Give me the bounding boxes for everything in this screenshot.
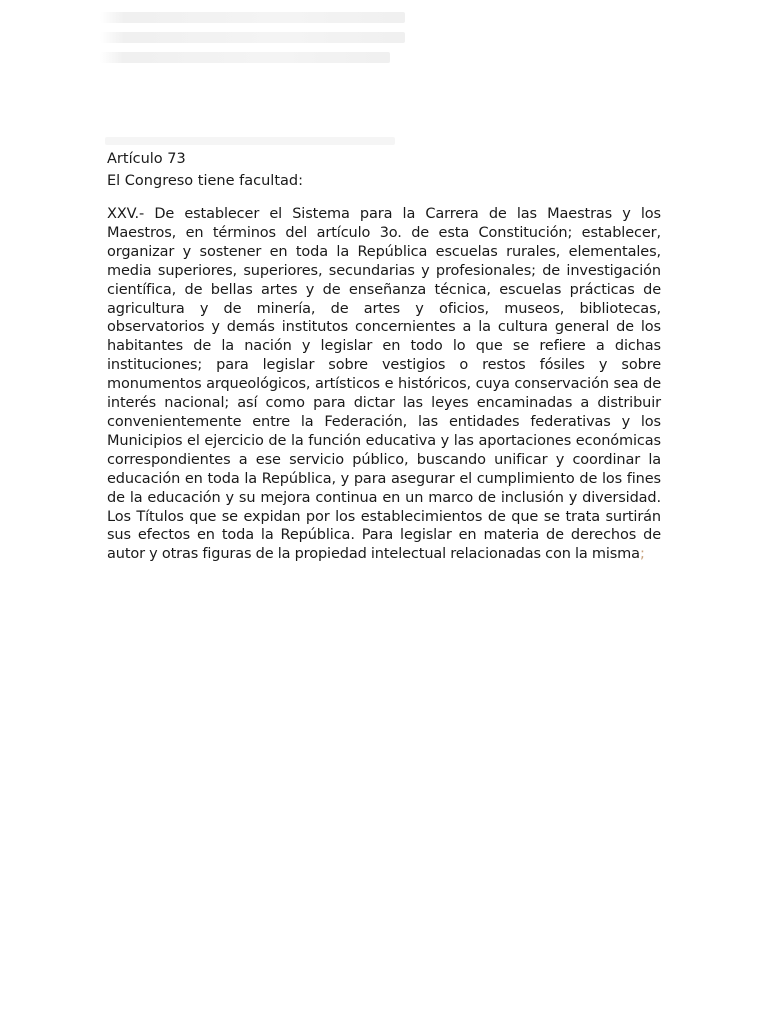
trailing-semicolon: ; [639,546,645,563]
faint-header-block [100,12,405,72]
faint-header-line [100,32,405,43]
faint-header-line [100,12,405,23]
intro-text: El Congreso tiene facultad: [107,173,303,189]
article-title: Artículo 73 [107,151,186,167]
article-paragraph-text: XXV.- De establecer el Sistema para la Carrera de las Maestras y los Maestros, en términos del artículo 3o. de esta Constitución; establecer, organizar y sostener en toda la República escuelas rurales, elementales, media superiores, superiores, secundarias y profesionales; de investigación científica, de bellas artes y de enseñanza técnica, escuelas prácticas de agricultura y de minería, de artes y oficios, museos, bibliotecas, observatorios y demás institutos concernientes a la cultura general de los habitantes de la nación y legislar en todo lo que se refiere a dichas instituciones; para legislar sobre vestigios o restos fósiles y sobre monumentos arqueológicos, artísticos e históricos, cuya conservación sea de interés nacional; así como para dictar las leyes encaminadas a distribuir convenientemente entre la Federación, las entidades federativas y los Municipios el ejercicio de la función educativa y las aportaciones económicas correspondientes a ese servicio público, buscando unificar y coordinar la educación en toda la República, y para asegurar el cumplimiento de los fines de la educación y su mejora continua en un marco de inclusión y diversidad. Los Títulos que se expidan por los establecimientos de que se trata surtirán sus efectos en toda la República. Para legislar en materia de derechos de autor y otras figuras de la propiedad intelectual relacionadas con la misma [107,206,661,563]
faint-header-line [105,137,395,145]
article-paragraph [107,205,661,564]
faint-header-line [100,52,390,63]
document-body [107,150,661,564]
